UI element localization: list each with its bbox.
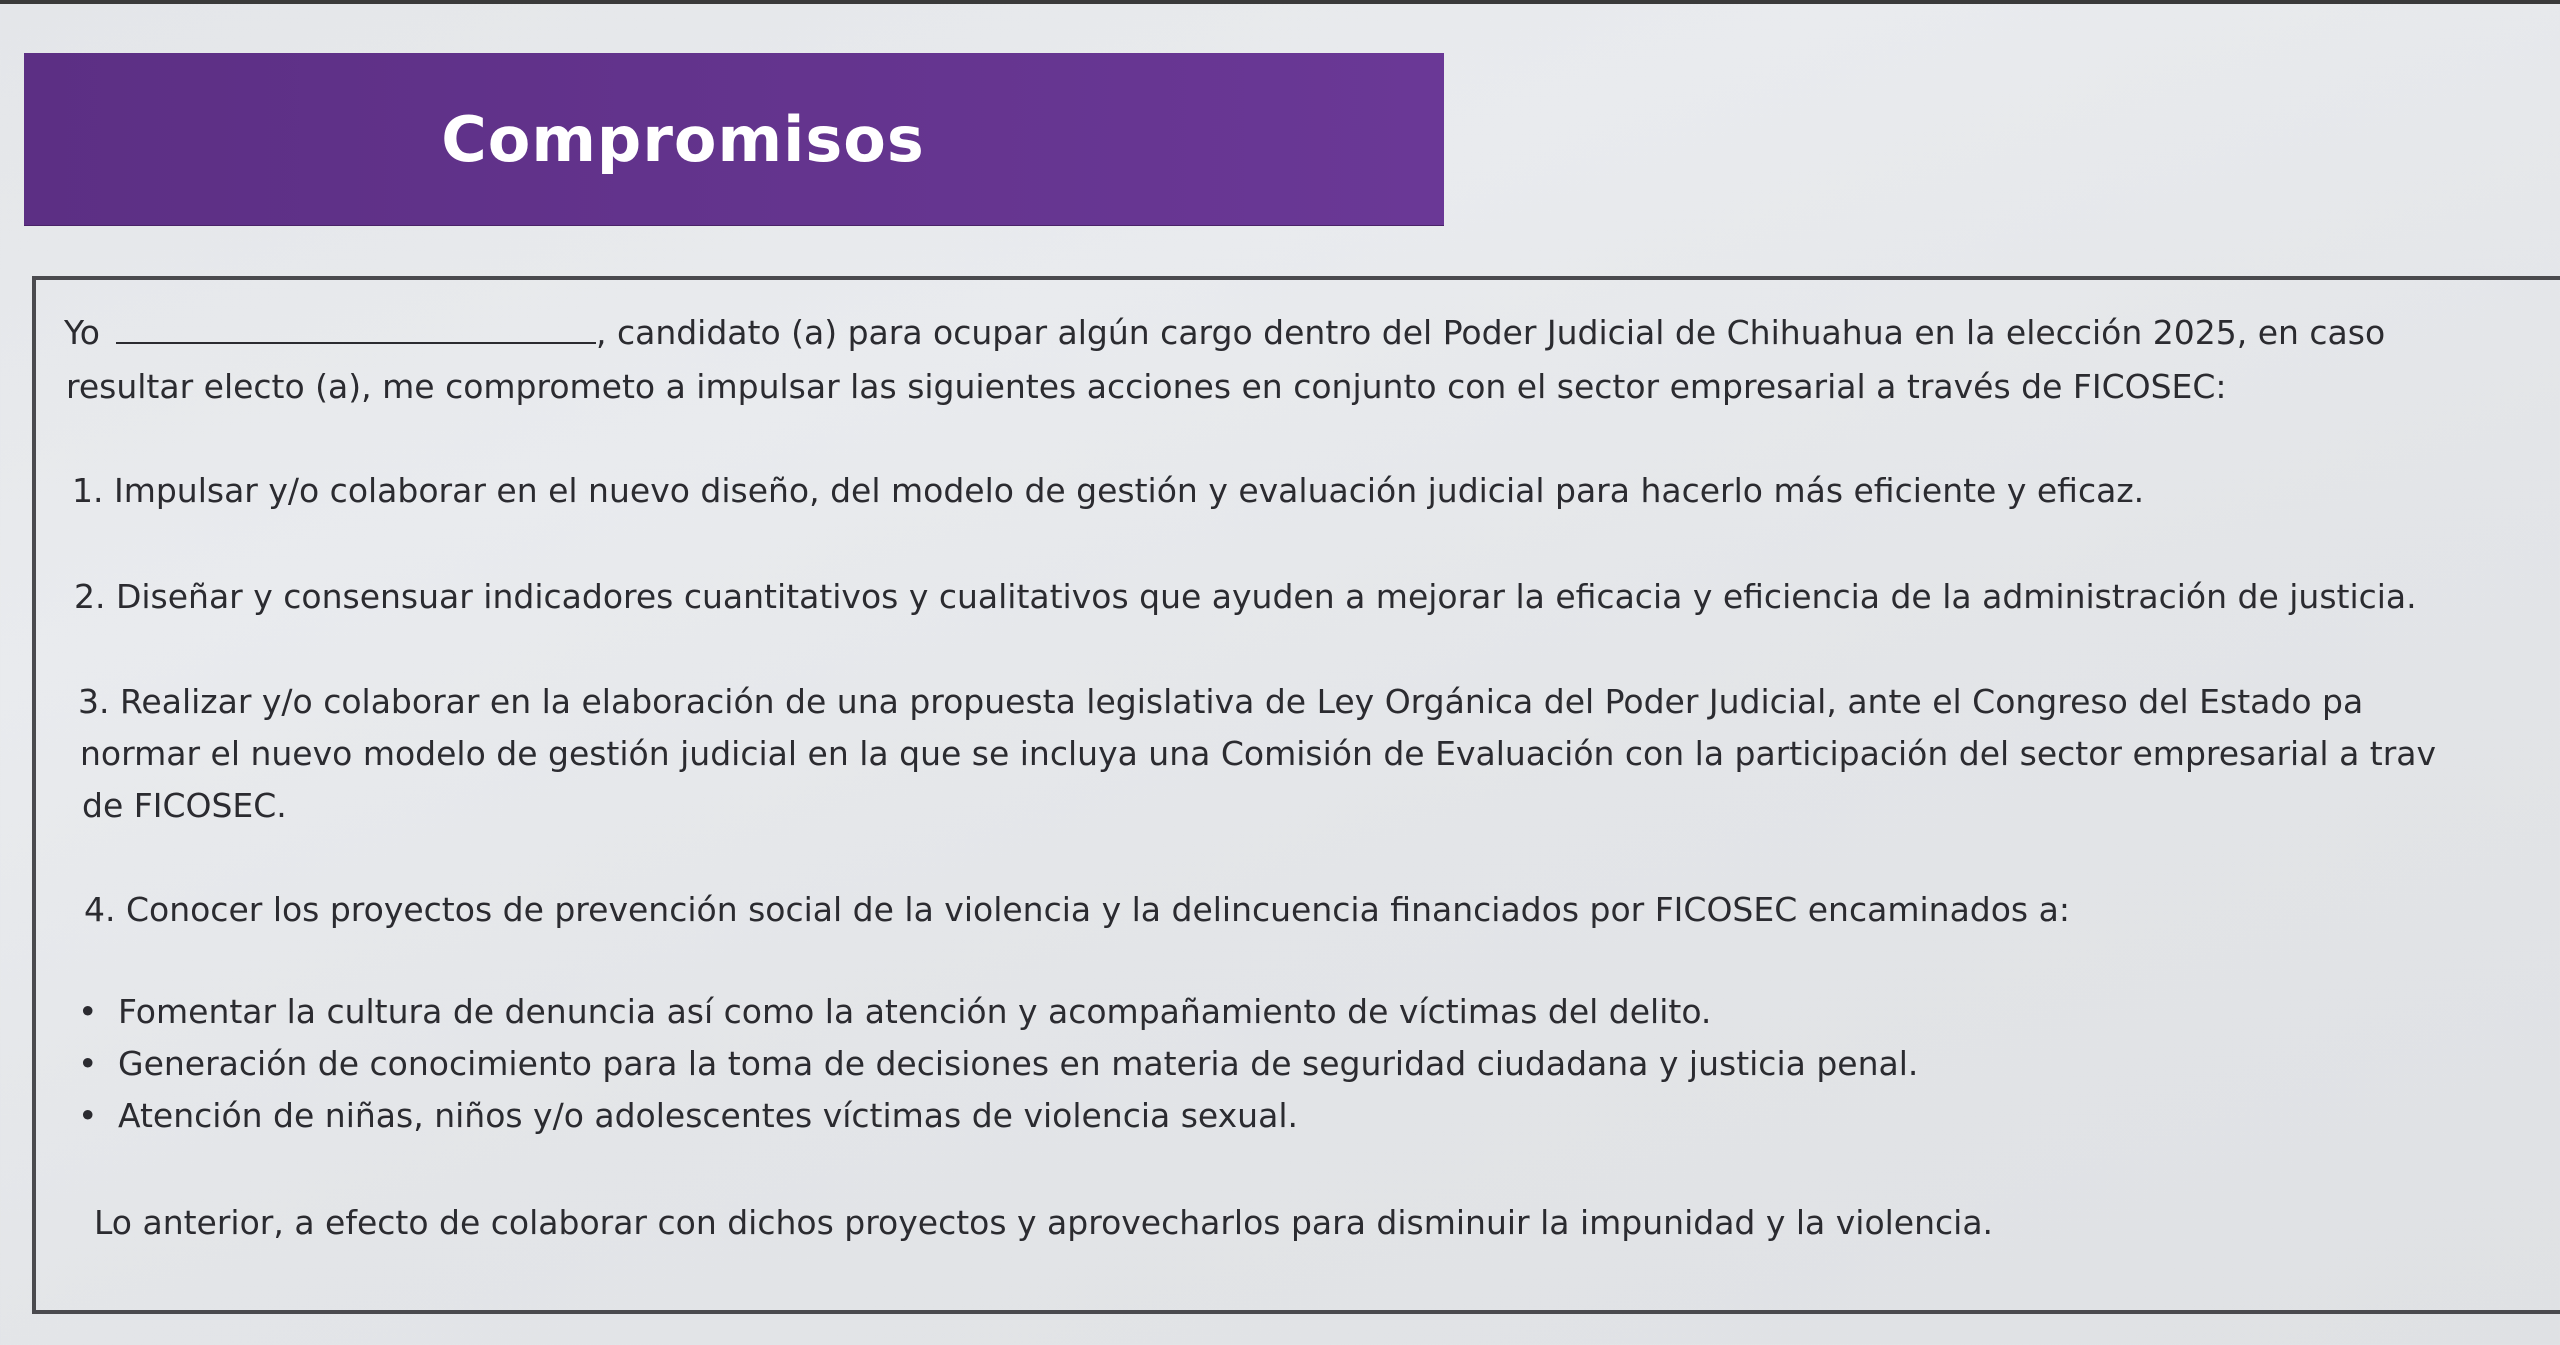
intro-line-1 [64, 306, 2385, 359]
intro-line-1-text: , candidato (a) para ocupar algún cargo dentro del Poder Judicial de Chihuahua en la elección 2025, en caso [595, 313, 2386, 352]
page-title: Compromisos [441, 102, 925, 176]
bullet-icon: • [78, 1096, 98, 1135]
list-item [78, 1038, 1919, 1090]
list-item [78, 1090, 1918, 1142]
intro-line-2: resultar electo (a), me comprometo a impulsar las siguientes acciones en conjunto con el sector empresarial a través de FICOSEC: [66, 367, 2227, 406]
commitment-item-3-line-1: 3. Realizar y/o colaborar en la elaboración de una propuesta legislativa de Ley Orgánica del Poder Judicial, ante el Congreso del Estado pa [78, 682, 2364, 721]
commitment-item-3-line-2: normar el nuevo modelo de gestión judicial en la que se incluya una Comisión de Evaluación con la participación del sector empresarial a trav [80, 734, 2437, 773]
bullet-list [78, 986, 1919, 1142]
bullet-icon: • [78, 1044, 98, 1083]
bullet-icon: • [78, 992, 98, 1031]
commitment-item-3-line-3: de FICOSEC. [82, 786, 287, 825]
list-item [78, 986, 1918, 1038]
bullet-text: Fomentar la cultura de denuncia así como la atención y acompañamiento de víctimas del delito. [118, 992, 1712, 1031]
commitment-item-4: 4. Conocer los proyectos de prevención social de la violencia y la delincuencia financiados por FICOSEC encaminados a: [84, 890, 2070, 929]
yo-label: Yo [64, 313, 100, 352]
bullet-text: Atención de niñas, niños y/o adolescentes víctimas de violencia sexual. [118, 1096, 1298, 1135]
commitments-box [32, 276, 2560, 1314]
title-banner [24, 53, 1444, 225]
commitment-item-2: 2. Diseñar y consensuar indicadores cuantitativos y cualitativos que ayuden a mejorar la eficacia y eficiencia de la administración de justicia. [74, 577, 2417, 616]
top-edge [0, 0, 2560, 4]
bullet-text: Generación de conocimiento para la toma de decisiones en materia de seguridad ciudadana y justicia penal. [118, 1044, 1919, 1083]
name-blank-line [116, 314, 596, 344]
commitment-item-1: 1. Impulsar y/o colaborar en el nuevo diseño, del modelo de gestión y evaluación judicial para hacerlo más eficiente y eficaz. [72, 471, 2145, 510]
closing-statement: Lo anterior, a efecto de colaborar con dichos proyectos y aprovecharlos para disminuir la impunidad y la violencia. [94, 1203, 1994, 1242]
